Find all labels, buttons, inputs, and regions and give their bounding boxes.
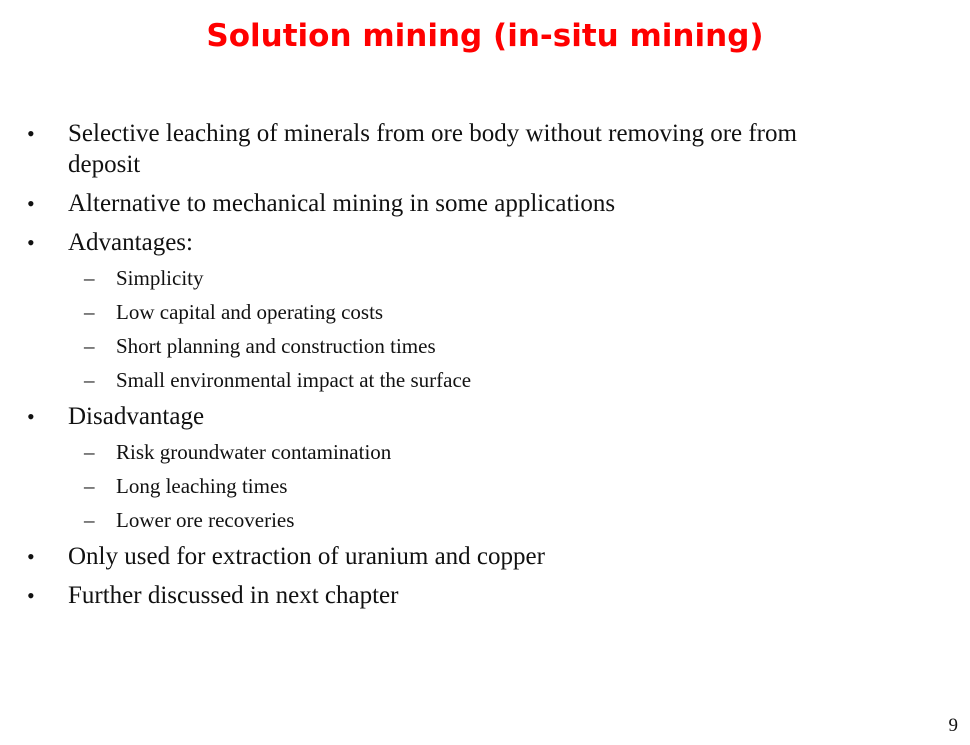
sub-item [0,473,970,499]
dash-marker: – [84,300,95,324]
dash-marker: – [84,266,95,290]
page-number: 9 [948,715,958,736]
bullet-marker: • [27,191,35,216]
bullet-marker: • [27,404,35,429]
sub-item [0,299,970,325]
bullet-item [0,401,970,432]
sub-item-text: Lower ore recoveries [116,508,295,532]
dash-marker: – [84,440,95,464]
bullet-text: Only used for extraction of uranium and copper [68,543,545,570]
sub-item-text: Short planning and construction times [116,334,436,358]
bullet-marker: • [27,544,35,569]
bullet-list [0,118,970,619]
sub-item [0,333,970,359]
sub-item-text: Risk groundwater contamination [116,440,392,464]
sub-item-text: Long leaching times [116,474,288,498]
dash-marker: – [84,474,95,498]
sub-item [0,439,970,465]
sub-item-text: Low capital and operating costs [116,300,384,324]
bullet-text: Further discussed in next chapter [68,582,399,609]
bullet-item [0,541,970,572]
bullet-text: Disadvantage [68,403,205,430]
bullet-item [0,118,970,180]
bullet-marker: • [27,230,35,255]
dash-marker: – [84,508,95,532]
bullet-marker: • [27,121,35,146]
sub-item-text: Small environmental impact at the surface [116,368,472,392]
bullet-text: Alternative to mechanical mining in some applications [68,190,616,217]
slide-title: Solution mining (in-situ mining) [206,18,764,54]
sub-item-text: Simplicity [116,266,204,290]
bullet-item [0,188,970,219]
dash-marker: – [84,368,95,392]
bullet-text: Selective leaching of minerals from ore body without removing ore from deposit [68,120,797,178]
bullet-marker: • [27,583,35,608]
dash-marker: – [84,334,95,358]
sub-item [0,265,970,291]
sub-item [0,367,970,393]
bullet-item [0,227,970,258]
bullet-text: Advantages: [68,229,193,256]
bullet-item [0,580,970,611]
sub-item [0,507,970,533]
